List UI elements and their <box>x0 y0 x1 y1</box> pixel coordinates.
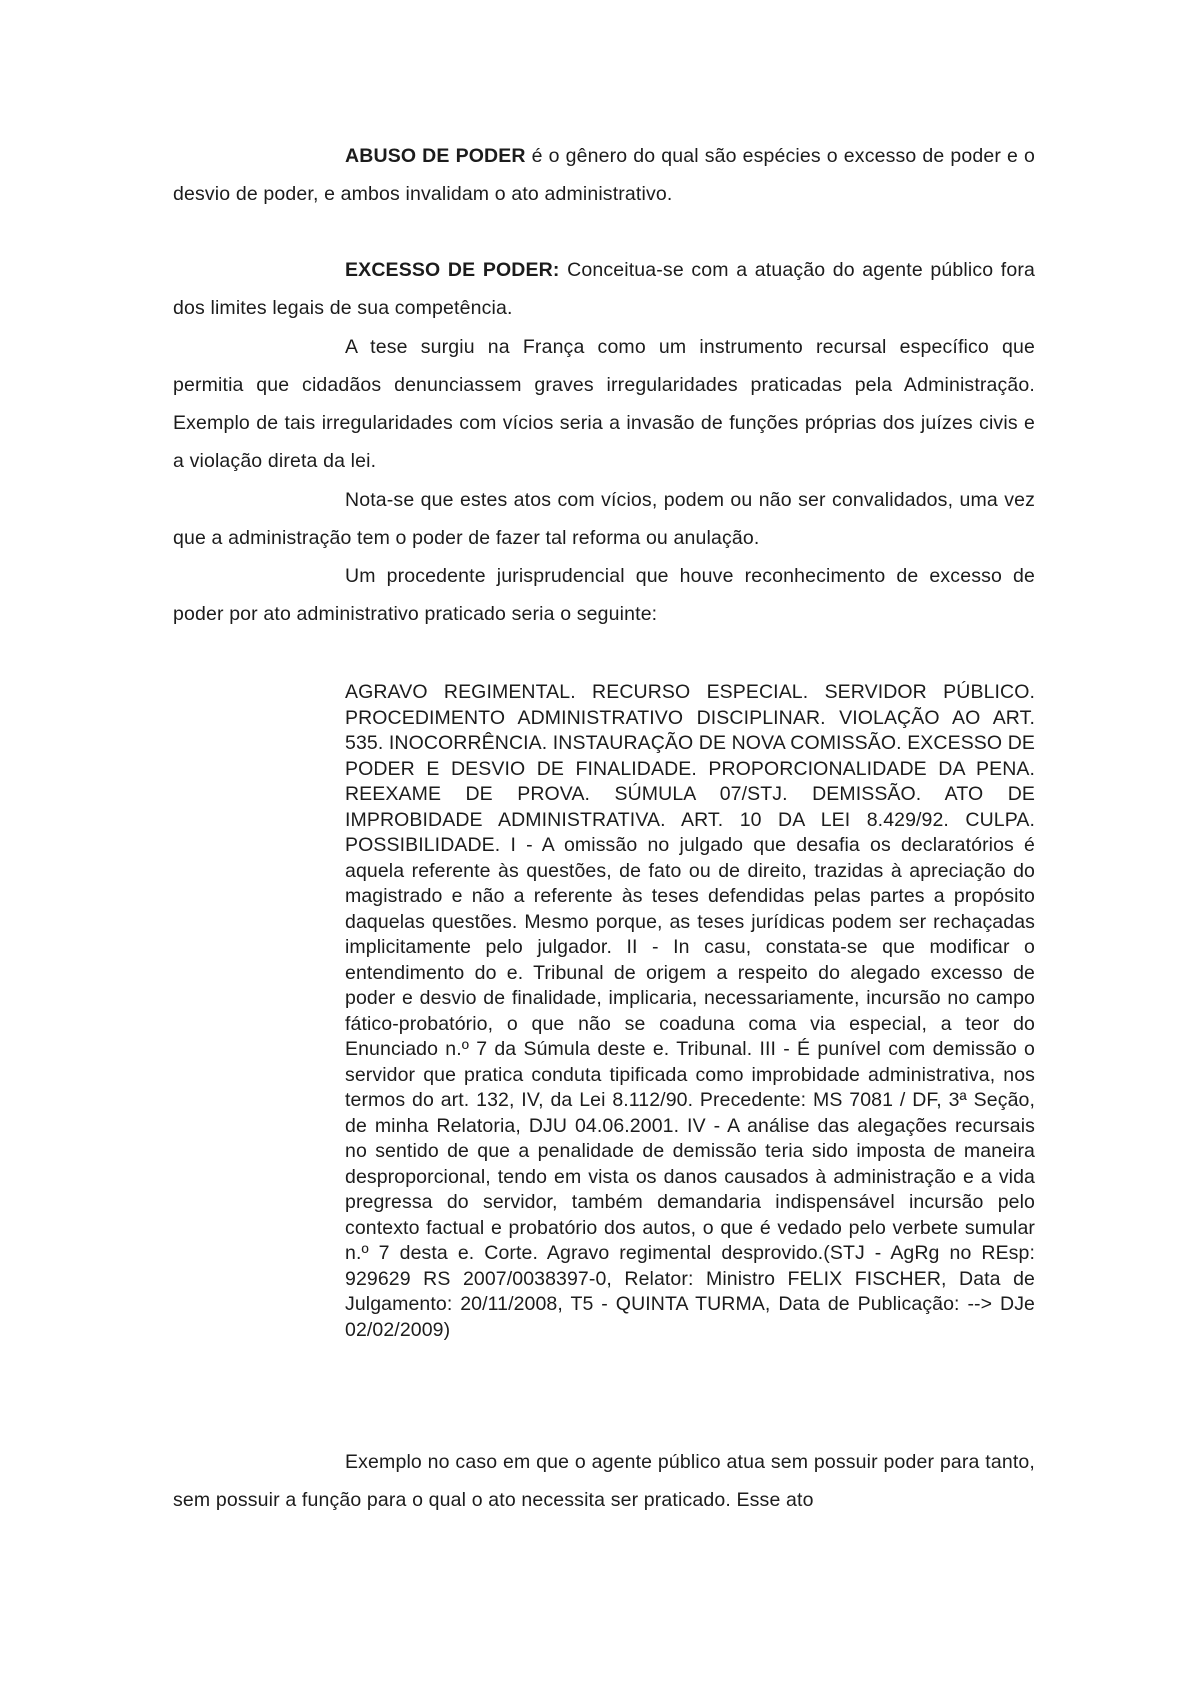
paragraph-precedente-intro <box>173 557 1035 633</box>
paragraph-convalidacao <box>173 481 1035 557</box>
term-abuso-de-poder: ABUSO DE PODER <box>345 145 526 167</box>
paragraph-text: A tese surgiu na França como um instrumento recursal específico que permitia que cidadãos denunciassem graves irregularidades praticadas pela Administração. Exemplo de tais irregularidades com vícios seria a invasão de funções próprias dos juízes civis e a violação direta da lei. <box>173 336 1035 472</box>
paragraph-text: é o gênero do qual são espécies o excesso de poder e o desvio de poder, e ambos invalidam o ato administrativo. <box>173 145 1035 205</box>
paragraph-text: Conceitua-se com a atuação do agente público fora dos limites legais de sua competência. <box>173 259 1035 319</box>
paragraph-text: Um procedente jurisprudencial que houve reconhecimento de excesso de poder por ato administrativo praticado seria o seguinte: <box>173 565 1035 625</box>
jurisprudence-citation: AGRAVO REGIMENTAL. RECURSO ESPECIAL. SERVIDOR PÚBLICO. PROCEDIMENTO ADMINISTRATIVO DISCIPLINAR. VIOLAÇÃO AO ART. 535. INOCORRÊNCIA. INSTAURAÇÃO DE NOVA COMISSÃO. EXCESSO DE PODER E DESVIO DE FINALIDADE. PROPORCIONALIDADE DA PENA. REEXAME DE PROVA. SÚMULA 07/STJ. DEMISSÃO. ATO DE IMPROBIDADE ADMINISTRATIVA. ART. 10 DA LEI 8.429/92. CULPA. POSSIBILIDADE. I - A omissão no julgado que desafia os declaratórios é aquela referente às questões, de fato ou de direito, trazidas à apreciação do magistrado e não a referente às teses defendidas pelas partes a propósito daquelas questões. Mesmo porque, as teses jurídicas podem ser rechaçadas implicitamente pelo julgador. II - In casu, constata-se que modificar o entendimento do e. Tribunal de origem a respeito do alegado excesso de poder e desvio de finalidade, implicaria, necessariamente, incursão no campo fático-probatório, o que não se coaduna coma via especial, a teor do Enunciado n.º 7 da Súmula deste e. Tribunal. III - É punível com demissão o servidor que pratica conduta tipificada como improbidade administrativa, nos termos do art. 132, IV, da Lei 8.112/90. Precedente: MS 7081 / DF, 3ª Seção, de minha Relatoria, DJU 04.06.2001. IV - A análise das alegações recursais no sentido de que a penalidade de demissão teria sido imposta de maneira desproporcional, tendo em vista os danos causados à administração e a vida pregressa do servidor, também demandaria indispensável incursão pelo contexto factual e probatório dos autos, o que é vedado pelo verbete sumular n.º 7 desta e. Corte. Agravo regimental desprovido.(STJ - AgRg no REsp: 929629 RS 2007/0038397-0, Relator: Ministro FELIX FISCHER, Data de Julgamento: 20/11/2008, T5 - QUINTA TURMA, Data de Publicação: --> DJe 02/02/2009) <box>345 681 1035 1341</box>
paragraph-origem-franca <box>173 328 1035 480</box>
paragraph-text: Nota-se que estes atos com vícios, podem ou não ser convalidados, uma vez que a administração tem o poder de fazer tal reforma ou anulação. <box>173 489 1035 549</box>
paragraph-excesso-de-poder <box>173 251 1035 327</box>
term-excesso-de-poder: EXCESSO DE PODER: <box>345 259 560 281</box>
paragraph-abuso-de-poder <box>173 137 1035 213</box>
paragraph-exemplo: Exemplo no caso em que o agente público atua sem possuir poder para tanto, sem possuir a função para o qual o ato necessita ser praticado. Esse ato <box>173 1451 1035 1511</box>
